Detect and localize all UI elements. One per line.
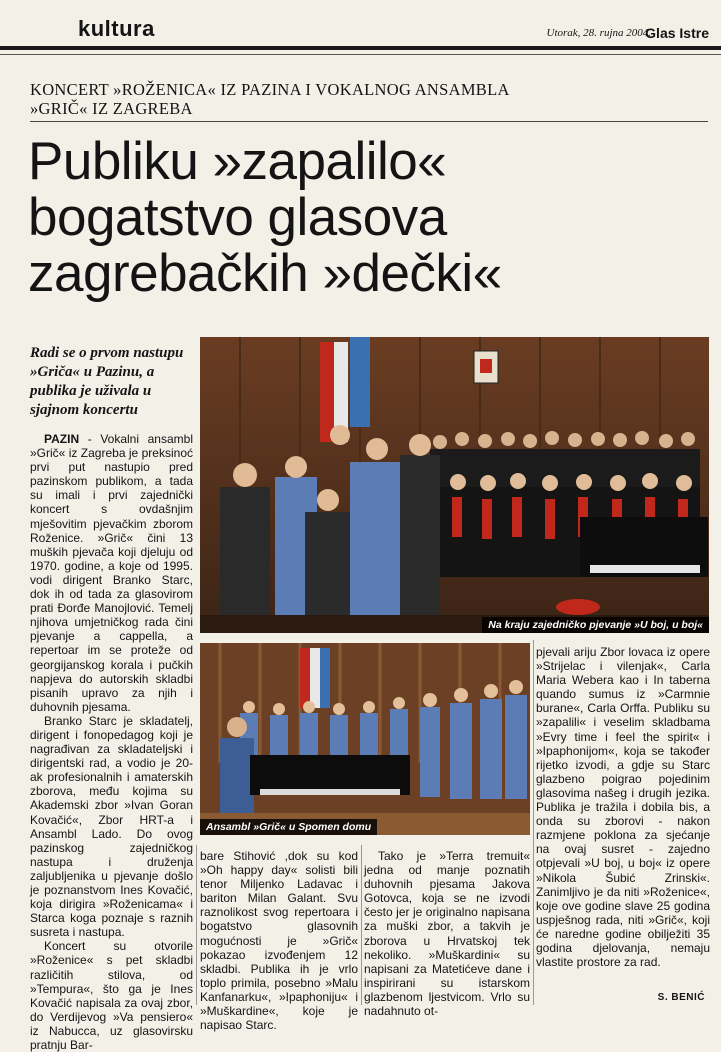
headline-line-3: zagrebačkih »dečki« (28, 244, 502, 303)
body-column-2 (200, 849, 358, 1032)
header-rule (0, 46, 721, 50)
paragraph-4: bare Stihović ,dok su kod »Oh happy day« solisti bili tenor Miljenko Ladavac i bariton Milan Galant. Svu raznolikost svog repertoara i bogatstvo glasovnih mogućnosti je »Grič« pokazao izvođenjem 12 skladbi. Publika ih je vrlo toplo primila, posebno »Malu Kanfanarku«, »Ipaphoniju« i »Muškardine«, koje je napisao Starc. (200, 849, 358, 1033)
dateline-location: PAZIN (44, 432, 80, 446)
kicker-rule (30, 121, 708, 122)
choir-photo-main-image (200, 337, 709, 633)
body-column-4 (536, 645, 710, 969)
column-rule (533, 640, 534, 1005)
headline-line-2: bogatstvo glasova (28, 188, 447, 247)
paragraph-1 (30, 432, 193, 714)
column-rule (196, 845, 197, 1005)
header-rule-thin (0, 54, 721, 55)
article-kicker (30, 80, 690, 118)
paragraph-3: Koncert su otvorile »Roženice« s pet skladbi različitih stilova, od »Tempura«, što ga je Ines Kovačić napisala za ovaj zbor, do Verdijevog »Va pensiero« iz Nabucca, uz glasovirsku pratnju Bar- (30, 939, 193, 1052)
article-headline (28, 134, 708, 302)
body-column-1 (30, 432, 193, 1052)
article-standfirst: Radi se o prvom nastupu »Griča« u Pazinu, a publika je uživala u sjajnom koncertu (30, 345, 184, 418)
paragraph-5: Tako je »Terra tremuit« jedna od manje poznatih duhovnih pjesama Jakova Gotovca, koja se ne izvodi često jer je originalno napisana za muški zbor, a takvih je zborova u Hrvatskoj tek nekoliko. »Muškardini« su napisani za Matetićeve dane i inspirirani su istarskom glazbenom ljestvicom. Vrlo su nadahnuto ot- (364, 849, 530, 1019)
author-signature: S. BENIĆ (657, 992, 705, 1003)
choir-photo-secondary (200, 643, 530, 835)
section-title: kultura (78, 16, 155, 41)
paragraph-6: pjevali ariju Zbor lovaca iz opere »Strijelac i vilenjak«, Carla Maria Webera kao i In taberna quando sumus iz »Carmnie burane«, Carla Orffa. Publiku su »zapalili« i veselim skladbama »Evry time i feel the spirit« i »Ipaphonijom«, koja se također rijetko izvodi, a gdje su Starc glazbeno poigrao pojedinim glasovima našeg i drugih jezika. Publika je tražila i dobila bis, a onda su zborovi - nakon razmjene poklona za sjećanje na ovaj susret - zajedno otpjevali »U boj, u boj« iz opere »Nikola Šubić Zrinski«. Zanimljivo je da niti »Roženice«, koje ove godine slave 25 godina uspješnog rada, niti »Grič«, koji će naredne godine obilježiti 35 godina djelovanja, nemaju vlastite prostore za rad. (536, 645, 710, 970)
paragraph-1-text: - Vokalni ansambl »Grič« iz Zagreba je preksinoć prvi put nastupio pred pazinskom publikom, a tada su imali i prvi zajednički koncert s ovdašnjim mješovitim pjevačkim zborom Roženice. »Grič« čini 13 muških pjevača koji djeluju od 1970. godine, a koje od 1995. vodi dirigent Branko Starc, dok ih od tada za glasovirom prati Đorđe Manojlović. Temelj njihova umjetničkog rada čini pjevanje a cappella, a repertoar im se proteže od georgijanskog korala i pučkih napjeva do autorskih skladbi pisanih upravo za njih i duhovnih pjesama. (30, 432, 193, 714)
paragraph-2: Branko Starc je skladatelj, dirigent i fonopedagog koji je nagrađivan za skladateljski i dirigentski rad, a vodio je 20-ak profesionalnih i amaterskih zborova, među kojima su Akademski zbor »Ivan Goran Kovačić«, Zbor HRT-a i Ansambl Lado. Do ovog pazinskog zajedničkog nastupa i druženja zaljubljenika u pjevanje došlo je poznanstvom Ines Kovačić, koja dirigira »Roženicama« i Starca koga poznaje s raznih susreta i nastupa. (30, 713, 193, 940)
column-rule (361, 845, 362, 1005)
photo-caption-main: Na kraju zajedničko pjevanje »U boj, u boj« (482, 617, 709, 633)
kicker-line-2: »GRIČ« IZ ZAGREBA (30, 99, 193, 118)
photo-caption-secondary: Ansambl »Grič« u Spomen domu (200, 819, 377, 835)
choir-photo-secondary-image (200, 643, 530, 835)
kicker-line-1: KONCERT »ROŽENICA« IZ PAZINA I VOKALNOG ANSAMBLA (30, 80, 510, 99)
choir-photo-main (200, 337, 709, 633)
headline-line-1: Publiku »zapalilo« (28, 132, 447, 191)
body-column-3 (364, 849, 530, 1018)
newspaper-name: Glas Istre (645, 25, 709, 41)
issue-date: Utorak, 28. rujna 2004. (546, 27, 651, 39)
